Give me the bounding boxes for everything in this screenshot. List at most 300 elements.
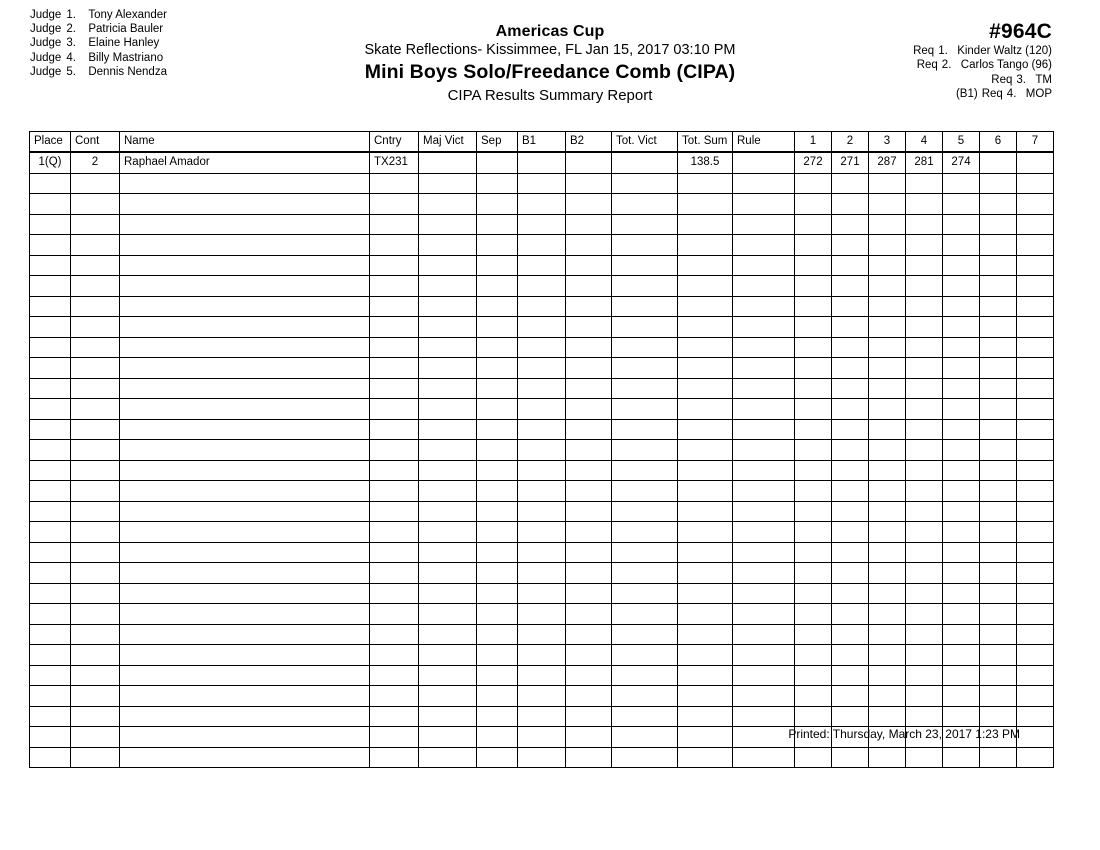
cell-empty-j2 [832,542,869,563]
cell-empty-maj_vict [419,747,477,768]
cell-empty-maj_vict [419,214,477,235]
cell-empty-rule [733,358,795,379]
cell-empty-j7 [1017,727,1054,748]
cell-empty-b2 [566,686,612,707]
cell-empty-j6 [980,337,1017,358]
cell-empty-sep [477,419,518,440]
requirement-label: Req [913,45,935,57]
cell-empty-j3 [869,317,906,338]
cell-empty-tot_sum [678,235,733,256]
cell-empty-name [120,460,370,481]
cell-empty-place [30,173,71,194]
cell-empty-name [120,255,370,276]
table-row-empty[interactable] [30,235,1054,256]
cell-empty-j4 [906,235,943,256]
cell-empty-j1 [795,563,832,584]
cell-empty-j6 [980,173,1017,194]
judge-label: Judge [30,37,62,50]
cell-empty-j3 [869,337,906,358]
cell-empty-cntry [370,378,419,399]
column-header-b2: B2 [566,132,612,153]
cell-empty-b1 [518,563,566,584]
cell-empty-cntry [370,194,419,215]
cell-empty-name [120,645,370,666]
cell-empty-cntry [370,665,419,686]
cell-empty-b2 [566,665,612,686]
table-row-empty[interactable] [30,419,1054,440]
cell-empty-j4 [906,747,943,768]
cell-empty-j3 [869,481,906,502]
cell-empty-name [120,706,370,727]
cell-empty-j6 [980,747,1017,768]
cell-empty-b1 [518,460,566,481]
judge-number: 4. [66,51,76,64]
cell-empty-j3 [869,686,906,707]
cell-empty-tot_sum [678,296,733,317]
table-row-empty[interactable] [30,747,1054,768]
cell-empty-b1 [518,194,566,215]
cell-b1 [518,152,566,173]
cell-empty-rule [733,604,795,625]
cell-empty-j4 [906,214,943,235]
cell-empty-b2 [566,624,612,645]
table-row-empty[interactable] [30,665,1054,686]
table-row-empty[interactable] [30,255,1054,276]
cell-empty-j1 [795,317,832,338]
column-header-cntry: Cntry [370,132,419,153]
cell-empty-place [30,542,71,563]
cell-empty-j3 [869,358,906,379]
cell-empty-tot_vict [612,296,678,317]
cell-empty-tot_sum [678,706,733,727]
cell-empty-cntry [370,522,419,543]
cell-empty-j7 [1017,706,1054,727]
requirement-text: MOP [1025,88,1052,101]
table-row-empty[interactable] [30,542,1054,563]
cell-empty-tot_sum [678,317,733,338]
cell-empty-b1 [518,214,566,235]
cell-empty-j3 [869,542,906,563]
cell-empty-tot_vict [612,419,678,440]
cell-empty-rule [733,645,795,666]
cell-empty-sep [477,501,518,522]
column-header-place: Place [30,132,71,153]
cell-empty-b1 [518,542,566,563]
cell-empty-j3 [869,419,906,440]
cell-empty-place [30,399,71,420]
table-row-empty[interactable] [30,296,1054,317]
cell-empty-name [120,481,370,502]
cell-empty-cntry [370,255,419,276]
cell-empty-b2 [566,604,612,625]
cell-empty-b2 [566,481,612,502]
cell-empty-tot_vict [612,747,678,768]
cell-empty-j2 [832,255,869,276]
cell-empty-j4 [906,378,943,399]
column-header-j3: 3 [869,132,906,153]
cell-empty-rule [733,583,795,604]
cell-empty-place [30,686,71,707]
cell-empty-j4 [906,419,943,440]
cell-empty-j5 [943,583,980,604]
cell-empty-cont [71,399,120,420]
table-row-empty[interactable] [30,686,1054,707]
table-row-empty[interactable] [30,706,1054,727]
judge-name: Billy Mastriano [88,51,164,64]
table-row-empty[interactable] [30,481,1054,502]
cell-empty-j5 [943,419,980,440]
cell-empty-j6 [980,501,1017,522]
table-row-empty[interactable] [30,317,1054,338]
cell-empty-j6 [980,460,1017,481]
cell-empty-j1 [795,747,832,768]
cell-empty-sep [477,440,518,461]
cell-empty-cont [71,501,120,522]
judge-number: 1. [66,9,76,21]
cell-empty-j5 [943,296,980,317]
column-header-cont: Cont [71,132,120,153]
cell-empty-j6 [980,686,1017,707]
cell-empty-j2 [832,665,869,686]
judge-number: 2. [66,23,76,36]
requirement-text: Carlos Tango (96) [960,59,1052,72]
requirement-row [909,87,1052,101]
cell-empty-rule [733,173,795,194]
judge-name: Tony Alexander [88,9,167,21]
cell-empty-b2 [566,583,612,604]
cell-empty-j7 [1017,604,1054,625]
cell-empty-b2 [566,522,612,543]
cell-empty-cont [71,358,120,379]
cell-empty-tot_vict [612,358,678,379]
cell-empty-j2 [832,419,869,440]
table-row-empty[interactable] [30,358,1054,379]
cell-empty-j3 [869,624,906,645]
cell-empty-name [120,542,370,563]
cell-empty-maj_vict [419,542,477,563]
cell-empty-j6 [980,604,1017,625]
cell-empty-tot_vict [612,194,678,215]
judge-label: Judge [30,51,62,64]
cell-empty-place [30,317,71,338]
cell-empty-place [30,583,71,604]
cell-empty-maj_vict [419,665,477,686]
cell-tot_vict [612,152,678,173]
requirement-number: 2. [941,59,952,72]
cell-empty-name [120,686,370,707]
cell-empty-j5 [943,255,980,276]
cell-empty-j2 [832,399,869,420]
cell-empty-j7 [1017,337,1054,358]
table-row-empty[interactable] [30,337,1054,358]
cell-empty-j2 [832,624,869,645]
judge-row [30,36,167,50]
cell-empty-cont [71,604,120,625]
cell-empty-b1 [518,399,566,420]
cell-empty-tot_vict [612,686,678,707]
cell-empty-j2 [832,235,869,256]
cell-empty-cont [71,276,120,297]
table-row-empty[interactable] [30,399,1054,420]
table-row-empty[interactable] [30,440,1054,461]
cell-empty-b1 [518,296,566,317]
cell-empty-maj_vict [419,337,477,358]
cell-empty-j4 [906,522,943,543]
cell-empty-rule [733,460,795,481]
cell-empty-tot_vict [612,399,678,420]
requirement-text: Kinder Waltz (120) [957,45,1052,57]
cell-j7 [1017,152,1054,173]
event-info-panel [909,20,1052,102]
results-table [29,131,1054,768]
cell-empty-j6 [980,481,1017,502]
cell-empty-tot_sum [678,194,733,215]
table-row-empty[interactable] [30,604,1054,625]
cell-empty-tot_sum [678,276,733,297]
table-row-empty[interactable] [30,173,1054,194]
requirement-number: 1. [938,45,948,57]
cell-empty-name [120,276,370,297]
cell-empty-sep [477,583,518,604]
cell-empty-j1 [795,358,832,379]
requirement-row [909,73,1052,87]
cell-empty-name [120,440,370,461]
cell-empty-j5 [943,440,980,461]
table-row-empty[interactable] [30,645,1054,666]
cell-empty-place [30,337,71,358]
cell-empty-maj_vict [419,481,477,502]
cell-empty-tot_sum [678,255,733,276]
cell-empty-tot_vict [612,235,678,256]
cell-empty-tot_vict [612,583,678,604]
cell-empty-j4 [906,296,943,317]
table-row-empty[interactable] [30,583,1054,604]
cell-empty-j5 [943,501,980,522]
cell-empty-j4 [906,501,943,522]
cell-empty-j5 [943,214,980,235]
cell-j2: 271 [832,152,869,173]
cell-empty-tot_sum [678,522,733,543]
cell-empty-j7 [1017,563,1054,584]
cell-empty-cont [71,460,120,481]
cell-empty-j4 [906,317,943,338]
cell-empty-rule [733,255,795,276]
cell-empty-j3 [869,399,906,420]
cell-empty-cntry [370,214,419,235]
cell-empty-b1 [518,276,566,297]
cell-empty-j6 [980,255,1017,276]
cell-empty-sep [477,235,518,256]
cell-empty-cntry [370,337,419,358]
column-header-b1: B1 [518,132,566,153]
cell-empty-b2 [566,419,612,440]
cell-empty-cont [71,173,120,194]
cell-empty-cntry [370,542,419,563]
cell-empty-j3 [869,563,906,584]
cell-empty-cont [71,624,120,645]
cell-empty-maj_vict [419,317,477,338]
cell-empty-b1 [518,522,566,543]
table-row-empty[interactable] [30,460,1054,481]
cell-empty-sep [477,378,518,399]
cell-empty-name [120,604,370,625]
cell-empty-place [30,419,71,440]
table-row-empty[interactable] [30,194,1054,215]
cell-empty-cntry [370,583,419,604]
column-header-tot_vict: Tot. Vict [612,132,678,153]
judge-label: Judge [30,23,62,36]
cell-empty-j7 [1017,481,1054,502]
cell-empty-j1 [795,604,832,625]
cell-tot_sum: 138.5 [678,152,733,173]
table-row-empty[interactable] [30,276,1054,297]
cell-empty-cntry [370,645,419,666]
column-header-j4: 4 [906,132,943,153]
cell-empty-cntry [370,604,419,625]
cell-empty-j2 [832,276,869,297]
cell-place: 1(Q) [30,152,71,173]
cell-j3: 287 [869,152,906,173]
cell-empty-rule [733,501,795,522]
table-row-empty[interactable] [30,378,1054,399]
cell-empty-sep [477,563,518,584]
cell-empty-name [120,194,370,215]
table-row-empty[interactable] [30,214,1054,235]
cell-empty-maj_vict [419,706,477,727]
cell-empty-j1 [795,481,832,502]
cell-empty-j6 [980,419,1017,440]
cell-empty-maj_vict [419,399,477,420]
judge-number: 5. [66,65,76,78]
cell-empty-place [30,235,71,256]
cell-empty-name [120,501,370,522]
cell-empty-b2 [566,645,612,666]
cell-empty-cntry [370,460,419,481]
cell-empty-j5 [943,604,980,625]
cell-empty-cntry [370,419,419,440]
cell-empty-name [120,522,370,543]
cell-empty-rule [733,522,795,543]
cell-empty-name [120,296,370,317]
table-row-empty[interactable] [30,501,1054,522]
column-header-j6: 6 [980,132,1017,153]
table-row-empty[interactable] [30,522,1054,543]
cell-empty-place [30,665,71,686]
cell-empty-j7 [1017,173,1054,194]
cell-empty-tot_vict [612,522,678,543]
cell-empty-tot_sum [678,583,733,604]
cell-empty-tot_vict [612,460,678,481]
cell-empty-j5 [943,686,980,707]
cell-empty-cont [71,296,120,317]
cell-empty-j1 [795,542,832,563]
table-row[interactable] [30,152,1054,173]
table-row-empty[interactable] [30,563,1054,584]
judge-label: Judge [30,65,62,78]
cell-empty-j1 [795,501,832,522]
cell-empty-j2 [832,337,869,358]
cell-empty-b1 [518,317,566,338]
cell-empty-name [120,583,370,604]
cell-empty-j7 [1017,358,1054,379]
cell-empty-j5 [943,358,980,379]
cell-empty-j3 [869,194,906,215]
cell-empty-sep [477,624,518,645]
cell-empty-b2 [566,542,612,563]
cell-empty-j7 [1017,624,1054,645]
cell-empty-cntry [370,173,419,194]
cell-sep [477,152,518,173]
cell-empty-maj_vict [419,194,477,215]
cell-empty-b1 [518,747,566,768]
cell-empty-j7 [1017,235,1054,256]
cell-empty-tot_vict [612,440,678,461]
cell-empty-tot_vict [612,337,678,358]
cell-empty-j6 [980,542,1017,563]
cell-empty-place [30,481,71,502]
cell-empty-sep [477,399,518,420]
cell-empty-j1 [795,624,832,645]
cell-empty-j5 [943,481,980,502]
cell-empty-j1 [795,460,832,481]
cell-empty-sep [477,173,518,194]
cell-empty-maj_vict [419,563,477,584]
cell-empty-j4 [906,665,943,686]
cell-j1: 272 [795,152,832,173]
cell-empty-tot_vict [612,481,678,502]
cell-empty-j3 [869,214,906,235]
cell-empty-j7 [1017,645,1054,666]
cell-empty-j5 [943,665,980,686]
cell-empty-b1 [518,645,566,666]
cell-empty-rule [733,686,795,707]
cell-empty-j6 [980,214,1017,235]
cell-empty-tot_vict [612,276,678,297]
cell-empty-cont [71,645,120,666]
cell-empty-sep [477,686,518,707]
cell-empty-j5 [943,645,980,666]
cell-empty-j4 [906,173,943,194]
cell-empty-j2 [832,296,869,317]
cell-empty-rule [733,317,795,338]
cell-empty-b1 [518,501,566,522]
cell-empty-j5 [943,399,980,420]
table-header-row [30,132,1054,153]
cell-empty-maj_vict [419,604,477,625]
cell-empty-rule [733,481,795,502]
cell-empty-j3 [869,460,906,481]
cell-empty-j1 [795,173,832,194]
cell-empty-j7 [1017,583,1054,604]
cell-empty-j4 [906,563,943,584]
table-row-empty[interactable] [30,624,1054,645]
cell-empty-name [120,214,370,235]
cell-empty-sep [477,214,518,235]
cell-empty-j2 [832,583,869,604]
cell-empty-j7 [1017,419,1054,440]
cell-empty-place [30,501,71,522]
cell-empty-cont [71,194,120,215]
cell-empty-j5 [943,522,980,543]
cell-empty-tot_sum [678,337,733,358]
cell-empty-name [120,563,370,584]
cell-empty-tot_vict [612,317,678,338]
cell-empty-maj_vict [419,686,477,707]
cell-empty-rule [733,440,795,461]
cell-empty-tot_vict [612,501,678,522]
cell-empty-j7 [1017,255,1054,276]
cell-empty-j4 [906,583,943,604]
